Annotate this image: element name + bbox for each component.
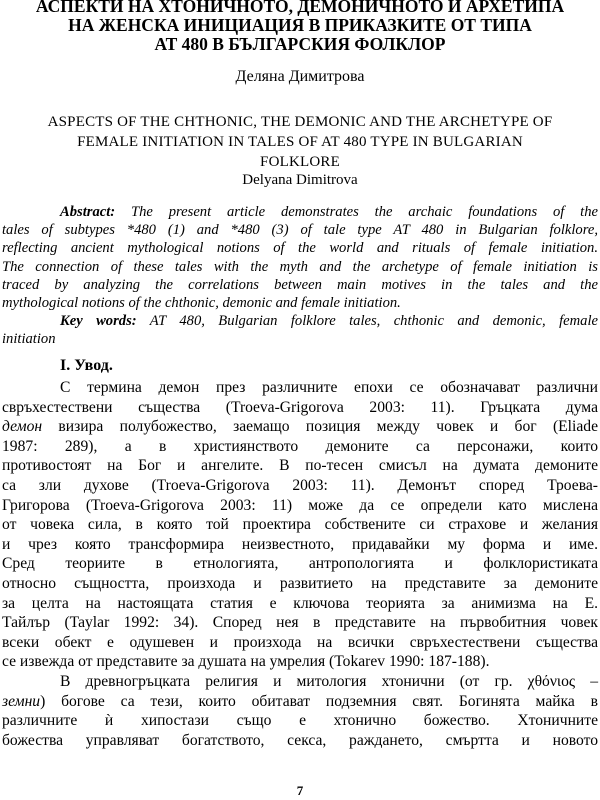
paragraph-line: Сред теориите в етнологията, антропологията и фолклористиката — [2, 555, 598, 573]
emphasis-term: земни — [2, 692, 41, 710]
paragraph-line: божества управляват богатството, секса, раждането, смъртта и новото — [2, 731, 598, 749]
emphasis-term: демон — [2, 418, 43, 436]
paragraph-line: всеки обект е одушевен и произхода на всички свръхестествени същества — [2, 633, 598, 651]
paragraph-line: от човека сила, в която той проектира собствените си страхове и желания — [2, 516, 598, 534]
title-line: FOLKLORE — [260, 154, 340, 170]
article-title-bulgarian — [30, 0, 570, 54]
paragraph-line — [2, 417, 598, 437]
paragraph-text: визира полубожество, заемащо позиция между човек и бог (Eliade — [42, 418, 598, 436]
paragraph-line: В древногръцката религия и митология хтонични (от гр. χθόνιος – — [60, 672, 598, 690]
abstract-label: Abstract: — [60, 204, 116, 220]
page-number: 7 — [296, 783, 304, 798]
article-title-english — [20, 112, 580, 172]
paragraph-line: за целта на настоящата статия е ключова теорията за анимизма на Е. — [2, 594, 598, 612]
title-line: АСПЕКТИ НА ХТОНИЧНОТО, ДЕМОНИЧНОТО И АРХЕТИПА — [35, 0, 565, 16]
paragraph-line — [2, 692, 598, 712]
keywords-text: AT 480, Bulgarian folklore tales, chthonic and demonic, female — [149, 313, 598, 330]
paragraph-line: противостоят на Бог и ангелите. В по-тесен смисъл на думата демоните — [2, 457, 598, 475]
keywords-line: initiation — [2, 331, 56, 348]
paragraph-line: Григорова (Troeva-Grigorova 2003: 11) може да се определи като мислена — [2, 496, 598, 514]
title-line: FEMALE INITIATION IN TALES OF AT 480 TYPE IN BULGARIAN — [77, 134, 523, 150]
abstract-line — [2, 203, 598, 221]
paragraph-line: Тайлър (Taylar 1992: 34). Според нея в представите на първобитния човек — [2, 614, 598, 632]
abstract-line: reflecting ancient mythological notions of the world and rituals of female initiation. — [2, 240, 598, 257]
abstract-line: mythological notions of the chthonic, demonic and female initiation. — [2, 295, 401, 312]
paragraph-line: относно същността, произхода и развитието на представите за демоните — [2, 574, 598, 592]
paragraph-text: ) богове са тези, които обитават подземния свят. Богинята майка в — [40, 692, 598, 710]
paragraph-line: С термина демон през различните епохи се обозначават различни — [60, 379, 598, 396]
abstract-line: The connection of these tales with the myth and the archetype of female initiation is — [2, 258, 598, 275]
paragraph-line: и чрез която трансформира неизвестното, придавайки му форма и име. — [2, 535, 598, 553]
keywords-line — [2, 312, 598, 330]
keywords-label: Key words: — [60, 313, 137, 330]
section-heading: I. Увод. — [60, 357, 113, 374]
author-name-bulgarian: Деляна Димитрова — [235, 68, 365, 85]
abstract-line: tales of subtypes *480 (1) and *480 (3) of tale type AT 480 in Bulgarian folklore, — [2, 222, 598, 239]
title-line: АТ 480 В БЪЛГАРСКИЯ ФОЛКЛОР — [154, 34, 446, 54]
abstract-block — [2, 203, 598, 349]
paragraph-line: различните ѝ хипостази също е хтонично божество. Хтоничните — [2, 712, 598, 730]
paragraph-line: 1987: 289), а в християнството демоните са персонажи, които — [2, 437, 598, 455]
author-name-english: Delyana Dimitrova — [242, 172, 358, 188]
paragraph-line: се извежда от представите за душата на умрелия (Tokarev 1990: 187-188). — [2, 653, 490, 671]
paragraph-line: свръхестествени същества (Troeva-Grigorova 2003: 11). Гръцката дума — [2, 398, 598, 416]
title-line: НА ЖЕНСКА ИНИЦИАЦИЯ В ПРИКАЗКИТЕ ОТ ТИПА — [68, 15, 532, 35]
title-line: ASPECTS OF THE CHTHONIC, THE DEMONIC AND THE ARCHETYPE OF — [47, 114, 553, 130]
abstract-text: The present article demonstrates the archaic foundations of the — [131, 204, 599, 220]
paragraph-line: са зли духове (Troeva-Grigorova 2003: 11). Демонът според Троева- — [2, 476, 598, 494]
body-text — [2, 378, 598, 750]
abstract-line: traced by analyzing the correlations between main motives in the tales and the — [2, 276, 598, 293]
